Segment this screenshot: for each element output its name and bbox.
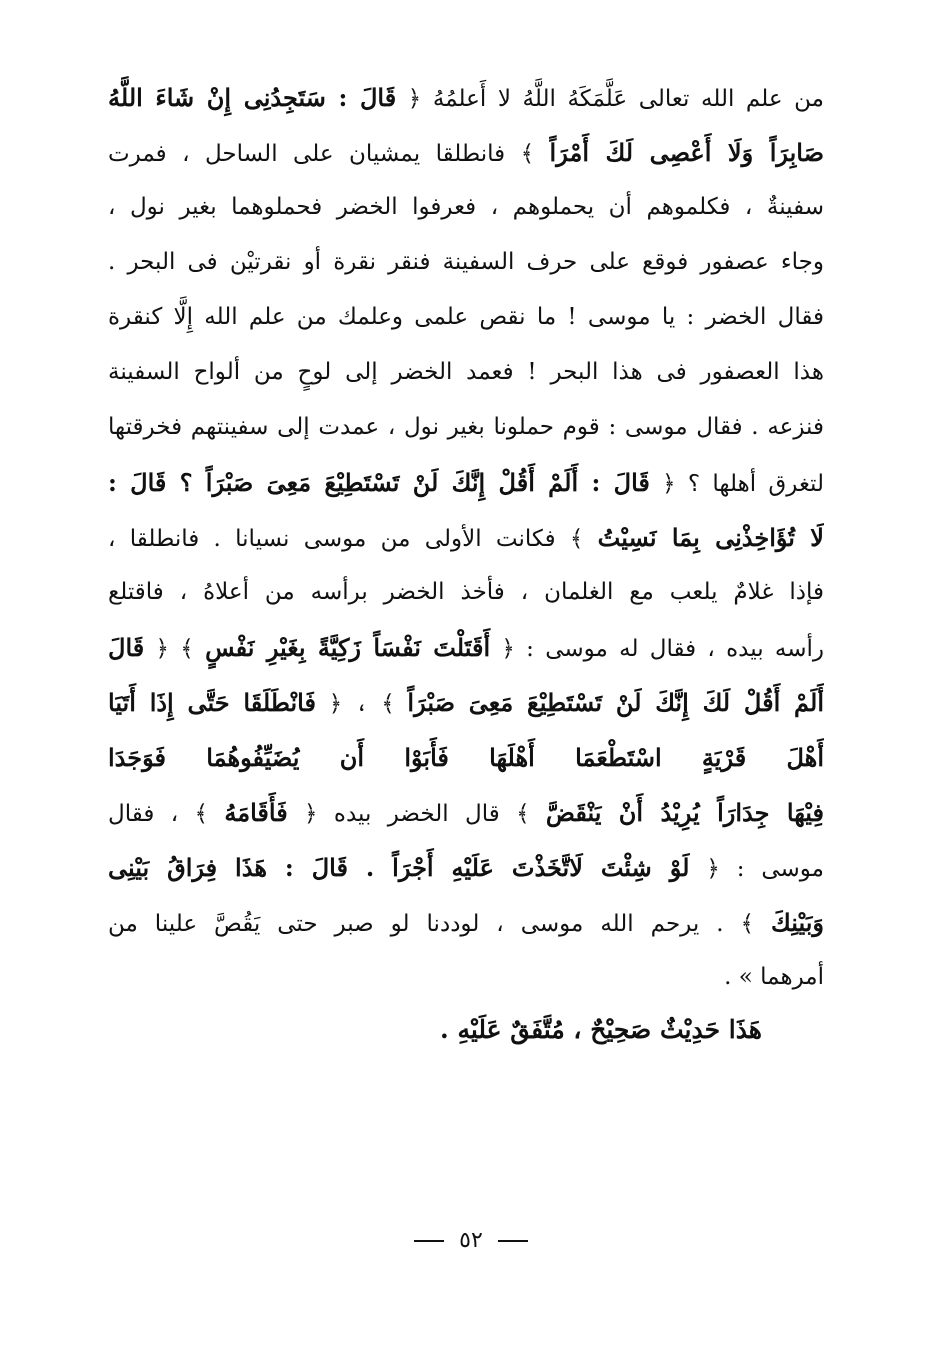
text-line: [108, 70, 824, 125]
text-line: [108, 345, 824, 400]
quran-quote-segment: أَلَمْ أَقُلْ لَكَ إِنَّكَ لَنْ تَسْتَطِيْعَ مَعِىَ صَبْرَاً: [407, 688, 824, 717]
quran-quote-segment: قَالَ : أَلَمْ أَقُلْ إِنَّكَ لَنْ تَسْتَطِيْعَ مَعِىَ صَبْرَاً ؟ قَالَ :: [108, 468, 650, 497]
text-line: [108, 840, 824, 895]
text-line: [108, 950, 824, 1005]
quran-quote-segment: فَانْطَلَقَا حَتَّى إِذَا أَتَيَا: [108, 688, 316, 717]
text-line: [108, 125, 824, 180]
text-segment: هذا العصفور فى هذا البحر ! فعمد الخضر إلى لوحٍ من ألواح السفينة: [108, 359, 824, 385]
page-number-dash-left: [498, 1240, 528, 1242]
text-segment: ﴾ قال الخضر بيده ﴿: [287, 801, 546, 827]
quran-quote-segment: فَأَقَامَهُ: [224, 798, 288, 827]
text-segment: ﴾ ، ﴿: [315, 691, 408, 717]
text-segment: من علم الله تعالى عَلَّمَكَهُ اللَّهُ لا أَعلمُهُ ﴿: [396, 86, 824, 112]
text-segment: فإذا غلامٌ يلعب مع الغلمان ، فأخذ الخضر برأسه من أعلاهُ ، فاقتلع: [108, 579, 824, 605]
text-line: [108, 455, 824, 510]
text-segment: وجاء عصفور فوقع على حرف السفينة فنقر نقرة أو نقرتيْن فى البحر .: [108, 249, 824, 275]
text-line: [108, 675, 824, 730]
text-segment: لتغرق أهلها ؟ ﴿: [649, 471, 824, 497]
quran-quote-segment: فِيْهَا جِدَارَاً يُرِيْدُ أَنْ يَنْقَضَّ: [545, 798, 824, 827]
quran-quote-segment: لَوْ شِئْتَ لَاتَّخَذْتَ عَلَيْهِ أَجْرَاً . قَالَ : هَذَا فِرَاقُ بَيْنِى: [108, 853, 690, 882]
hadith-text-body: [108, 70, 824, 1005]
text-segment: سفينةٌ ، فكلموهم أن يحملوهم ، فعرفوا الخضر فحملوهما بغير نول ،: [108, 194, 824, 220]
quran-quote-segment: قَالَ : سَتَجِدُنِى إِنْ شَاءَ اللَّهُ: [108, 83, 397, 112]
text-line: [108, 565, 824, 620]
text-segment: فقال الخضر : يا موسى ! ما نقص علمى وعلمك من علم الله إِلَّا كنقرة: [108, 304, 824, 330]
text-segment: موسى : ﴿: [689, 856, 824, 882]
text-segment: أمرهما » .: [724, 964, 824, 990]
text-segment: ﴾ ﴿: [144, 636, 206, 662]
text-line: [108, 290, 824, 345]
text-segment: رأسه بيده ، فقال له موسى : ﴿: [490, 636, 824, 662]
quran-quote-segment: وَبَيْنِكَ: [771, 908, 824, 937]
text-line: [108, 730, 824, 785]
quran-quote-segment: أَهْلَ قَرْيَةٍ اسْتَطْعَمَا أَهْلَهَا فَأَبَوْا أَن يُضَيِّفُوهُمَا فَوَجَدَا: [108, 743, 824, 772]
text-line: [108, 180, 824, 235]
quran-quote-segment: صَابِرَاً وَلَا أَعْصِى لَكَ أَمْرَاً: [549, 138, 824, 167]
text-line: [108, 620, 824, 675]
text-line: [108, 785, 824, 840]
text-segment: ﴾ فانطلقا يمشيان على الساحل ، فمرت: [108, 141, 550, 167]
text-line: [108, 400, 824, 455]
quran-quote-segment: لَا تُؤَاخِذْنِى بِمَا نَسِيْتُ: [597, 523, 824, 552]
page-footer: [0, 1226, 942, 1256]
hadith-conclusion: هَذَا حَدِيْثٌ صَحِيْحٌ ، مُتَّفَقٌ عَلَيْهِ .: [440, 1015, 762, 1044]
text-segment: ﴾ ، فقال: [108, 801, 225, 827]
text-line: [108, 895, 824, 950]
page-number: ٥٢: [459, 1228, 483, 1253]
quran-quote-segment: أَقَتَلْتَ نَفْسَاً زَكِيَّةً بِغَيْرِ نَفْسٍ: [205, 633, 491, 662]
text-segment: ﴾ . يرحم الله موسى ، لوددنا لو صبر حتى يَقُصَّ علينا من: [108, 911, 772, 937]
page-number-dash-right: [414, 1240, 444, 1242]
text-segment: ﴾ فكانت الأولى من موسى نسيانا . فانطلقا ،: [108, 526, 598, 552]
quran-quote-segment: قَالَ: [108, 633, 145, 662]
text-segment: فنزعه . فقال موسى : قوم حملونا بغير نول ، عمدت إلى سفينتهم فخرقتها: [108, 414, 824, 440]
text-line: [108, 235, 824, 290]
text-line: [108, 510, 824, 565]
